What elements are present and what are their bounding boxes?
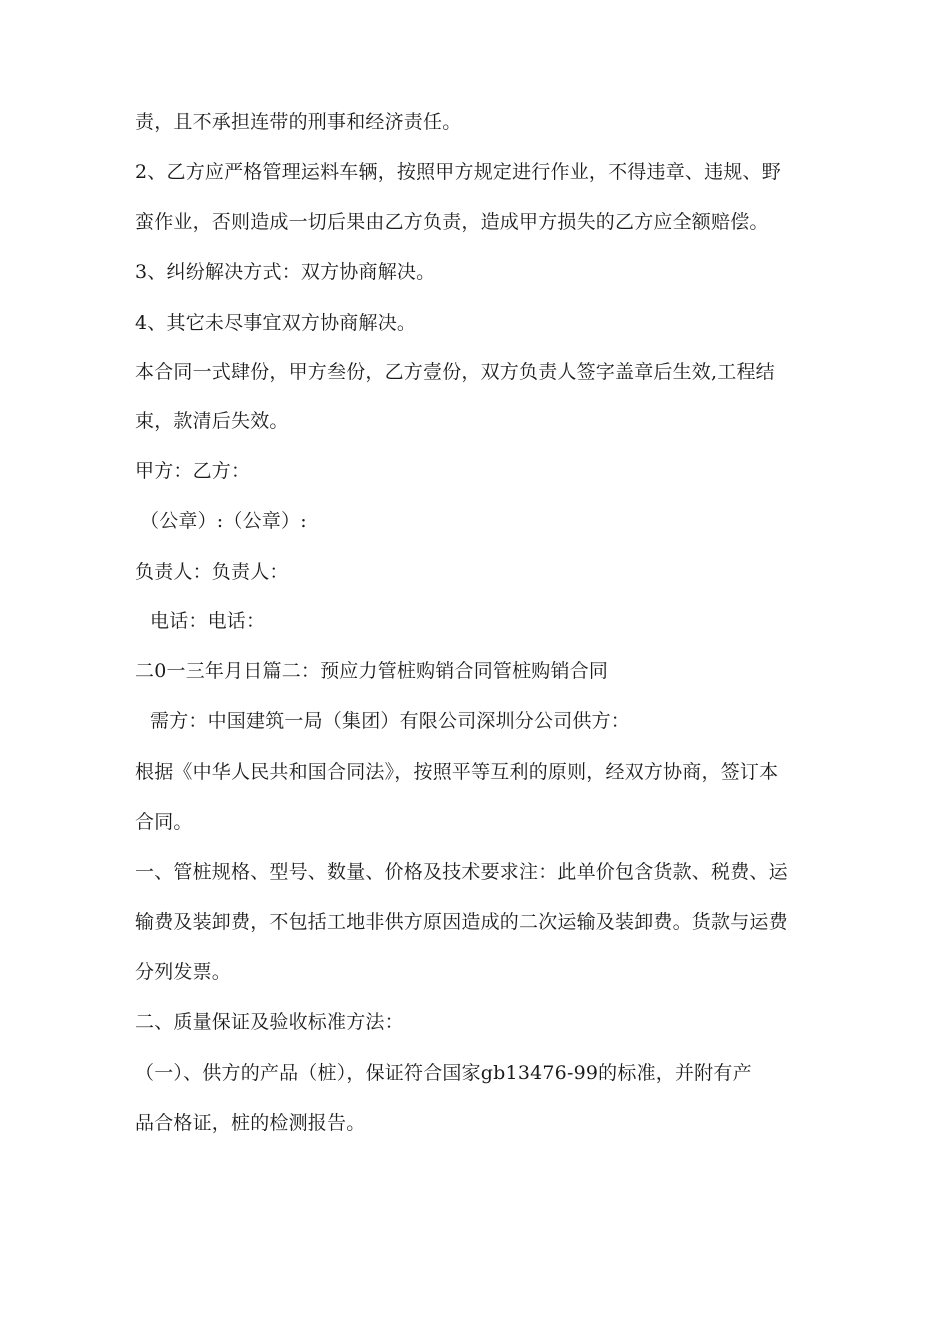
text-line-14: 根据《中华人民共和国合同法》，按照平等互利的原则，经双方协商，签订本 bbox=[135, 761, 779, 783]
text-line-17: 输费及装卸费，不包括工地非供方原因造成的二次运输及装卸费。货款与运费 bbox=[135, 911, 788, 933]
text-line-20: （一）、供方的产品（桩），保证符合国家gb13476-99的标准，并附有产 bbox=[135, 1062, 752, 1084]
text-line-3: 蛮作业，否则造成一切后果由乙方负责，造成甲方损失的乙方应全额赔偿。 bbox=[135, 211, 769, 233]
text-line-9: （公章）:（公章）: bbox=[140, 510, 307, 532]
text-line-12: 二0一三年月日篇二：预应力管桩购销合同管桩购销合同 bbox=[135, 660, 609, 682]
text-line-18: 分列发票。 bbox=[135, 961, 232, 983]
text-line-15: 合同。 bbox=[135, 811, 193, 833]
text-line-2: 2、乙方应严格管理运料车辆，按照甲方规定进行作业，不得违章、违规、野 bbox=[135, 161, 781, 183]
text-line-1: 责，且不承担连带的刑事和经济责任。 bbox=[135, 111, 462, 133]
text-line-19: 二、质量保证及验收标准方法： bbox=[135, 1011, 404, 1033]
text-line-21: 品合格证，桩的检测报告。 bbox=[135, 1112, 366, 1134]
text-line-7: 束，款清后失效。 bbox=[135, 410, 289, 432]
text-line-6: 本合同一式肆份，甲方叁份，乙方壹份，双方负责人签字盖章后生效,工程结 bbox=[135, 361, 775, 383]
text-line-10: 负责人：负责人： bbox=[135, 561, 289, 583]
text-line-16: 一、管桩规格、型号、数量、价格及技术要求注：此单价包含货款、税费、运 bbox=[135, 861, 788, 883]
text-line-11: 电话：电话： bbox=[150, 610, 266, 632]
text-line-13: 需方：中国建筑一局（集团）有限公司深圳分公司供方： bbox=[150, 710, 631, 732]
text-line-5: 4、其它未尽事宜双方协商解决。 bbox=[135, 312, 417, 334]
text-line-4: 3、纠纷解决方式：双方协商解决。 bbox=[135, 261, 436, 283]
text-line-8: 甲方：乙方： bbox=[135, 460, 251, 482]
